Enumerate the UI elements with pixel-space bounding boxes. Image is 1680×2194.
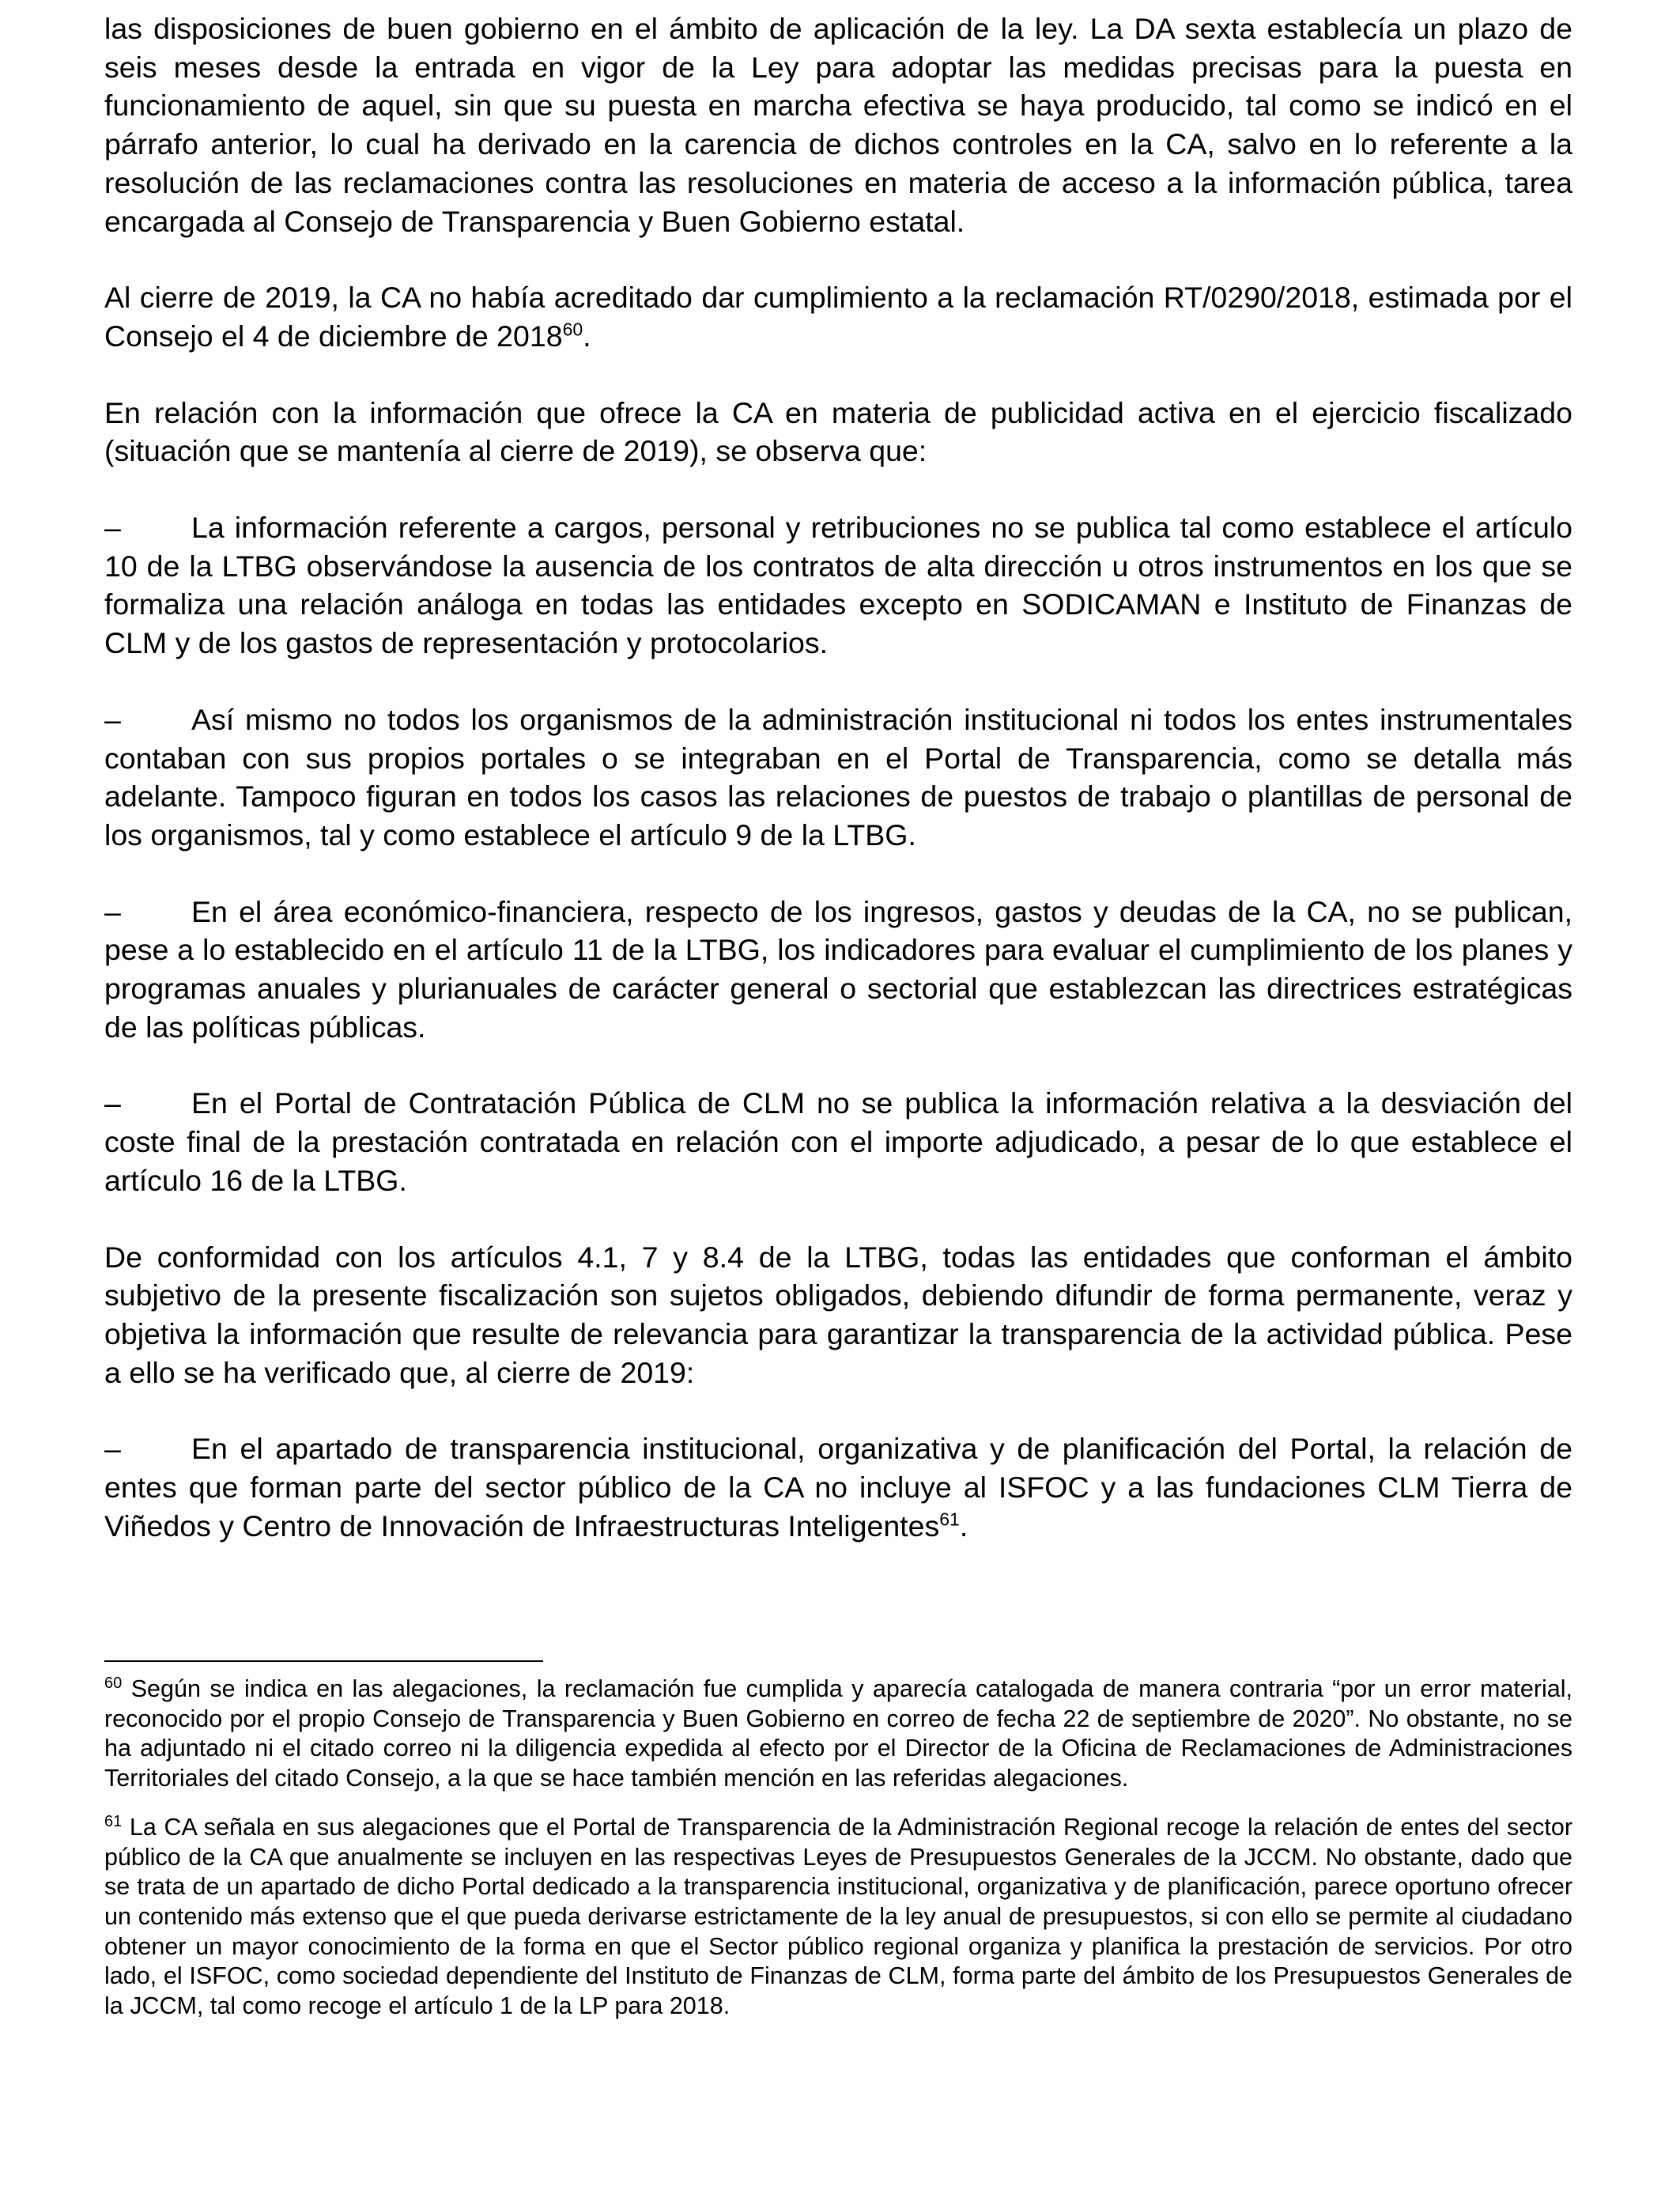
bullet-text: En el área económico-financiera, respecto de los ingresos, gastos y deudas de la CA, no se publican, pese a lo establecido en el artículo 11 de la LTBG, los indicadores para evaluar el cumplimiento de los planes y programas anuales y plurianuales de carácter general o sectorial que establezcan las directrices estratégicas de las políticas públicas. (104, 894, 1572, 1044)
bullet-organismos-portales (104, 700, 1572, 855)
bullet-text: En el Portal de Contratación Pública de CLM no se publica la información relativa a la desviación del coste final de la prestación contratada en relación con el importe adjudicado, a pesar de lo que establece el artículo 16 de la LTBG. (104, 1086, 1572, 1197)
footnote-ref-60[interactable]: 60 (562, 319, 583, 340)
bullet-text: La información referente a cargos, personal y retribuciones no se publica tal como establece el artículo 10 de la LTBG observándose la ausencia de los contratos de alta dirección u otros instrumentos en los que se formaliza una relación análoga en todas las entidades excepto en SODICAMAN e Instituto de Finanzas de CLM y de los gastos de representación y protocolarios. (104, 511, 1572, 660)
footnote-60 (104, 1675, 1572, 1794)
paragraph-conformidad: De conformidad con los artículos 4.1, 7 y 8.4 de la LTBG, todas las entidades que conforman el ámbito subjetivo de la presente fiscalización son sujetos obligados, debiendo difundir de forma permanente, veraz y objetiva la información que resulte de relevancia para garantizar la transparencia de la actividad pública. Pese a ello se ha verificado que, al cierre de 2019: (104, 1240, 1572, 1389)
footnote-number-61: 61 (104, 1812, 123, 1830)
bullet-text: En el apartado de transparencia institucional, organizativa y de planificación del Portal, la relación de entes que forman parte del sector público de la CA no incluye al ISFOC y a las fundaciones CLM Tierra de Viñedos y Centro de Innovación de Infraestructuras Inteligentes (104, 1432, 1572, 1543)
paragraph-publicidad-activa: En relación con la información que ofrece la CA en materia de publicidad activa en el ejercicio fiscalizado (situación que se mantenía al cierre de 2019), se observa que: (104, 395, 1572, 468)
bullet-contratacion-publica (104, 1084, 1572, 1199)
paragraph-da-sexta: las disposiciones de buen gobierno en el ámbito de aplicación de la ley. La DA sexta establecía un plazo de seis meses desde la entrada en vigor de la Ley para adoptar las medidas precisas para la puesta en funcionamiento de aquel, sin que su puesta en marcha efectiva se haya producido, tal como se indicó en el párrafo anterior, lo cual ha derivado en la carencia de dichos controles en la CA, salvo en lo referente a la resolución de las reclamaciones contra las resoluciones en materia de acceso a la información pública, tarea encargada al Consejo de Transparencia y Buen Gobierno estatal. (104, 12, 1572, 238)
bullet-economico-financiera (104, 893, 1572, 1047)
footnotes (104, 1675, 1572, 2041)
footnote-60-text: Según se indica en las alegaciones, la reclamación fue cumplida y aparecía catalogada de manera contraria “por un error material, reconocido por el propio Consejo de Transparencia y Buen Gobierno en correo de fecha 22 de septiembre de 2020”. No obstante, no se ha adjuntado ni el citado correo ni la diligencia expedida al efecto por el Director de la Oficina de Reclamaciones de Administraciones Territoriales del citado Consejo, a la que se hace también mención en las referidas alegaciones. (104, 1675, 1572, 1792)
dash-marker: – (104, 1086, 121, 1120)
dash-marker: – (104, 511, 121, 545)
main-text (104, 9, 1572, 1584)
footnote-61 (104, 1813, 1572, 2022)
footnote-61-text: La CA señala en sus alegaciones que el Portal de Transparencia de la Administración Regional recoge la relación de entes del sector público de la CA que anualmente se incluyen en las respectivas Leyes de Presupuestos Generales de la JCCM. No obstante, dado que se trata de un apartado de dicho Portal dedicado a la transparencia institucional, organizativa y de planificación, parece oportuno ofrecer un contenido más extenso que el que pueda derivarse estrictamente de la ley anual de presupuestos, si con ello se permite al ciudadano obtener un mayor conocimiento de la forma en que el Sector público regional organiza y planifica la prestación de servicios. Por otro lado, el ISFOC, como sociedad dependiente del Instituto de Finanzas de CLM, forma parte del ámbito de los Presupuestos Generales de la JCCM, tal como recoge el artículo 1 de la LP para 2018. (104, 1813, 1572, 2020)
footnote-separator (104, 1660, 543, 1662)
footnote-number-60: 60 (104, 1674, 123, 1692)
dash-marker: – (104, 702, 121, 736)
bullet-text: Así mismo no todos los organismos de la administración institucional ni todos los entes instrumentales contaban con sus propios portales o se integraban en el Portal de Transparencia, como se detalla más adelante. Tampoco figuran en todos los casos las relaciones de puestos de trabajo o plantillas de personal de los organismos, tal y como establece el artículo 9 de la LTBG. (104, 702, 1572, 852)
bullet-text-end: . (959, 1509, 968, 1543)
dash-marker: – (104, 894, 121, 928)
paragraph-reclamacion-end: . (583, 319, 591, 353)
paragraph-reclamacion-text: Al cierre de 2019, la CA no había acreditado dar cumplimiento a la reclamación RT/0290/2018, estimada por el Consejo el 4 de diciembre de 2018 (104, 281, 1572, 353)
paragraph-reclamacion (104, 278, 1572, 355)
dash-marker: – (104, 1432, 121, 1466)
footnote-ref-61[interactable]: 61 (939, 1509, 960, 1530)
bullet-transparencia-institucional (104, 1429, 1572, 1545)
bullet-cargos-personal (104, 508, 1572, 663)
